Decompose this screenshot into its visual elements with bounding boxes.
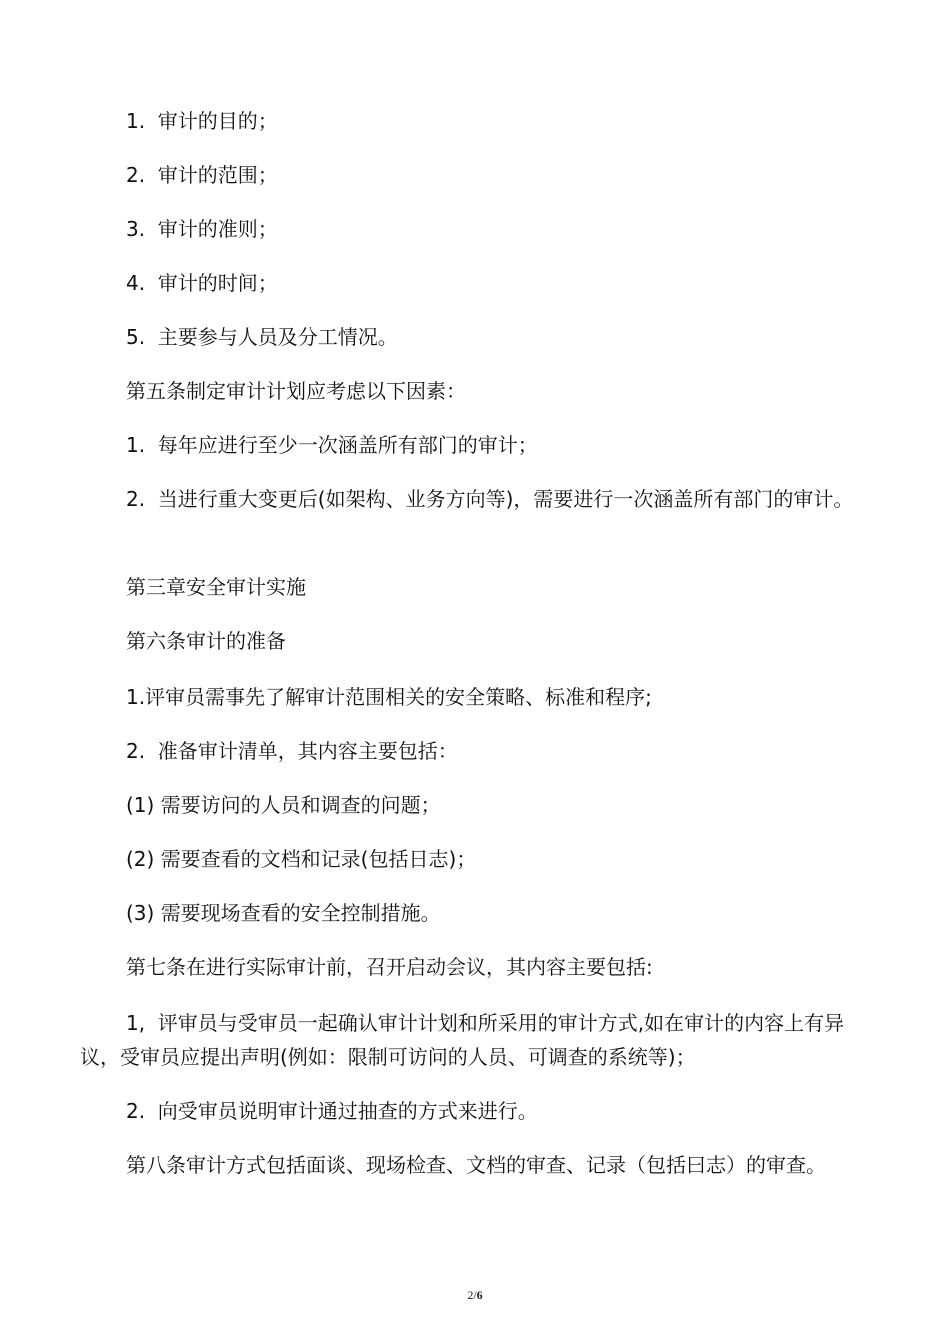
article-8-text: 第八条审计方式包括面谈、现场检查、文档的审查、记录（包括曰志）的审查。 (126, 1153, 826, 1177)
chapter-3-heading: 第三章安全审计实施 (126, 575, 306, 599)
list-item-audit-criteria: 3. 审计的准则； (126, 217, 278, 241)
list-item-audit-time: 4. 审计的时间； (126, 271, 278, 295)
article-7-heading: 第七条在进行实际审计前，召开启动会议，其内容主要包括: (126, 955, 653, 979)
article-6-item-2: 2. 准备审计清单，其内容主要包括： (126, 739, 458, 763)
article-6-item-1: 1.评审员需事先了解审计范围相关的安全策略、标准和程序; (126, 685, 652, 709)
page-number (0, 1288, 950, 1303)
article-5-item-2: 2. 当进行重大变更后(如架构、业务方向等)，需要进行一次涵盖所有部门的审计。 (126, 487, 854, 511)
checklist-item-1: (1) 需要访问的人员和调查的问题； (126, 793, 441, 817)
list-item-audit-purpose: 1. 审计的目的； (126, 109, 278, 133)
article-7-item-2: 2. 向受审员说明审计通过抽查的方式来进行。 (126, 1099, 538, 1123)
checklist-item-3: (3) 需要现场查看的安全控制措施。 (126, 901, 441, 925)
list-item-audit-scope: 2. 审计的范围； (126, 163, 278, 187)
page-number-current: 2/ (467, 1288, 477, 1302)
article-5-item-1: 1. 每年应进行至少一次涵盖所有部门的审计； (126, 433, 538, 457)
article-6-heading: 第六条审计的准备 (126, 629, 286, 653)
article-7-item-1: 1, 评审员与受审员一起确认审计计划和所采用的审计方式,如在审计的内容上有异议，受审员应提出声明(例如：限制可访问的人员、可调查的系统等)； (80, 1011, 845, 1069)
article-5-heading: 第五条制定审计计划应考虑以下因素： (126, 379, 466, 403)
list-item-audit-participants: 5. 主要参与人员及分工情况。 (126, 325, 398, 349)
checklist-item-2: (2) 需要查看的文档和记录(包括日志)； (126, 847, 477, 871)
page-number-total: 6 (476, 1288, 483, 1302)
